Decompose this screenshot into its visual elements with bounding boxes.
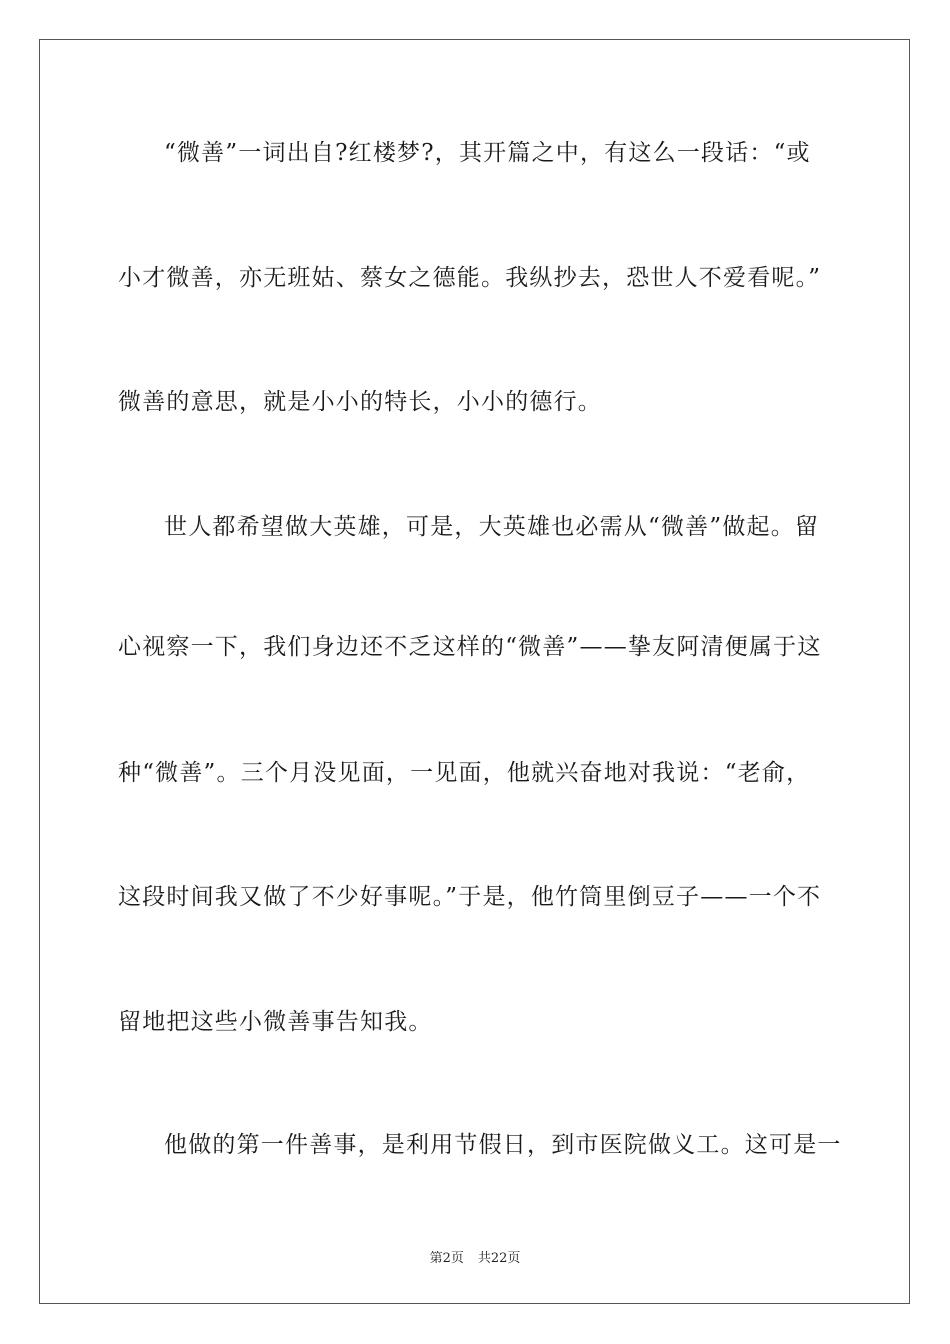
paragraph-line: 微善的意思，就是小小的特长，小小的德行。 [118, 389, 602, 415]
paragraph-line: 世人都希望做大英雄，可是，大英雄也必需从“微善”做起。留 [164, 514, 820, 540]
page-border [39, 39, 910, 1304]
paragraph-line: 种“微善”。三个月没见面，一见面，他就兴奋地对我说：“老俞， [118, 760, 811, 786]
paragraph-line: “微善”一词出自?红楼梦?，其开篇之中，有这么一段话：“或 [164, 140, 811, 166]
page-total: 共22页 [477, 1251, 521, 1266]
paragraph-line: 留地把这些小微善事告知我。 [118, 1009, 433, 1035]
paragraph-line: 心视察一下，我们身边还不乏这样的“微善”——挚友阿清便属于这 [118, 634, 822, 660]
paragraph-line: 小才微善，亦无班姑、蔡女之德能。我纵抄去，恐世人不爱看呢。” [118, 265, 822, 291]
page-footer [0, 1247, 950, 1266]
paragraph-line: 这段时间我又做了不少好事呢。”于是，他竹筒里倒豆子——一个不 [118, 884, 822, 910]
paragraph-line: 他做的第一件善事，是利用节假日，到市医院做义工。这可是一 [164, 1132, 842, 1158]
page-number: 第2页 [429, 1251, 464, 1266]
